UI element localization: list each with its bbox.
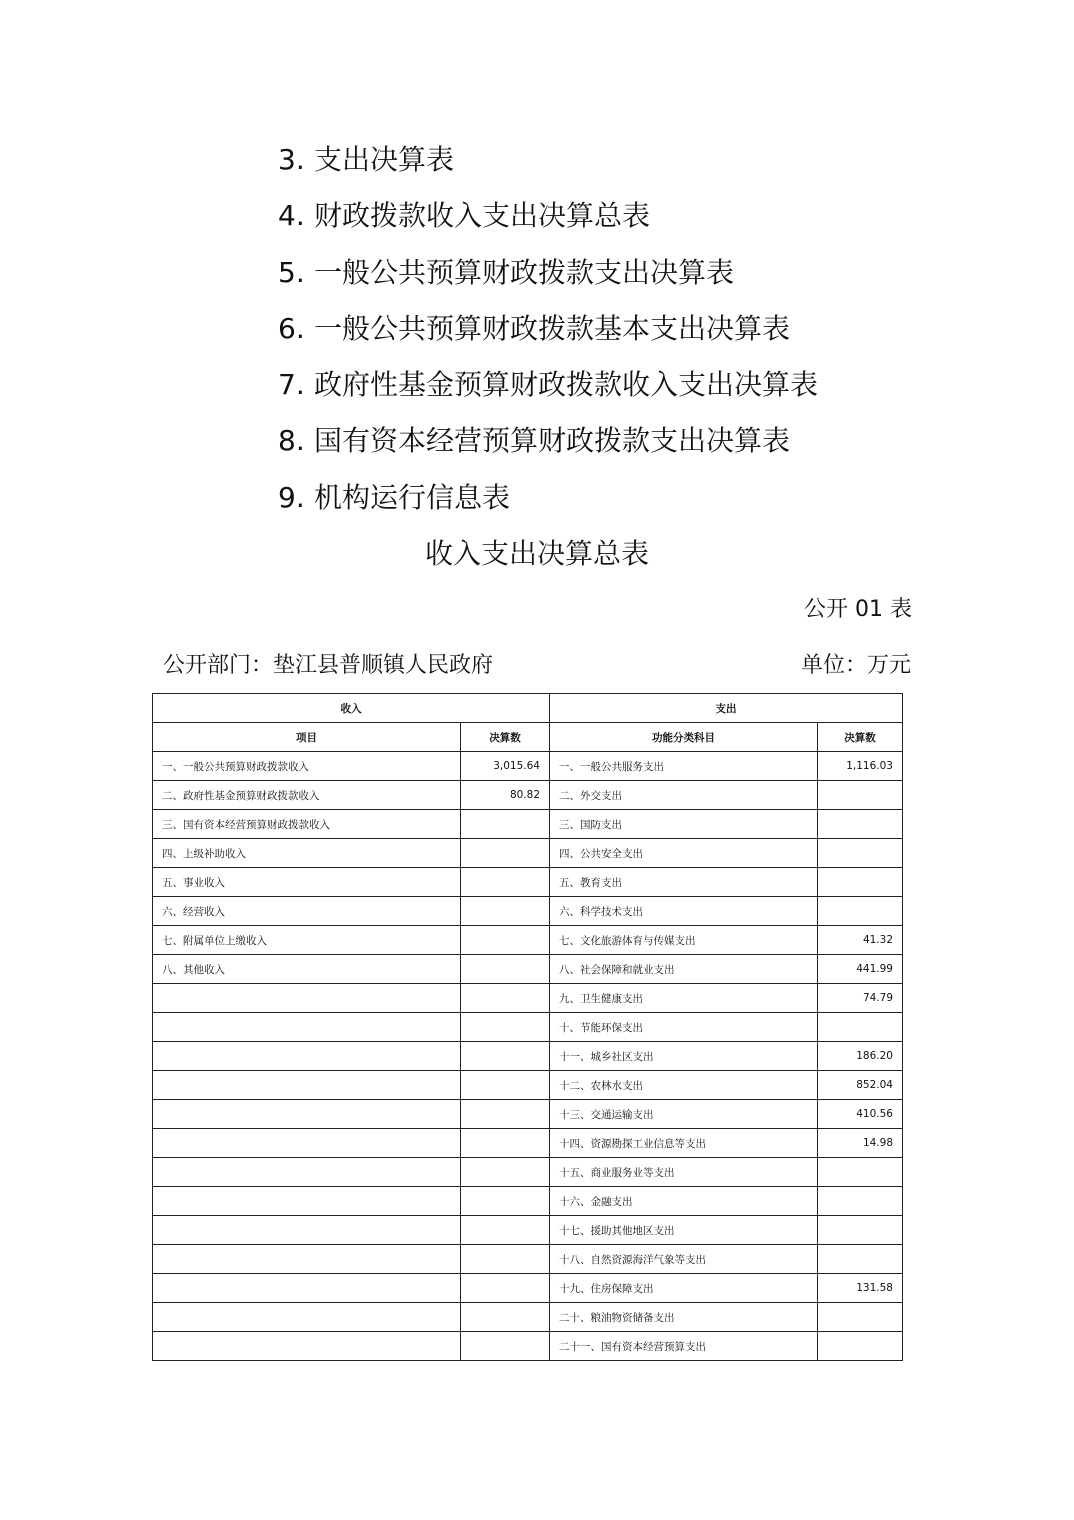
expense-item-cell: 五、教育支出 <box>550 868 818 897</box>
income-item-cell: 一、一般公共预算财政拨款收入 <box>153 752 461 781</box>
toc-number: 5. <box>278 255 305 289</box>
income-amount-cell: 3,015.64 <box>461 752 550 781</box>
col-amount2-header: 决算数 <box>818 723 903 752</box>
table-row <box>153 926 903 955</box>
table-row <box>153 1216 903 1245</box>
table-row <box>153 752 903 781</box>
toc-number: 8. <box>278 424 305 458</box>
income-amount-cell <box>461 1042 550 1071</box>
table-row <box>153 1071 903 1100</box>
expense-amount-cell <box>818 868 903 897</box>
department-label: 公开部门：垫江县普顺镇人民政府 <box>163 653 494 678</box>
table-row <box>153 1332 903 1361</box>
toc-text: 政府性基金预算财政拨款收入支出决算表 <box>314 368 819 402</box>
toc-text: 一般公共预算财政拨款支出决算表 <box>314 255 735 289</box>
income-amount-cell <box>461 1071 550 1100</box>
income-item-cell: 四、上级补助收入 <box>153 839 461 868</box>
toc-number: 6. <box>278 311 305 345</box>
expense-item-cell: 十二、农林水支出 <box>550 1071 818 1100</box>
expense-item-cell: 八、社会保障和就业支出 <box>550 955 818 984</box>
expense-amount-cell: 852.04 <box>818 1071 903 1100</box>
expense-amount-cell: 1,116.03 <box>818 752 903 781</box>
income-amount-cell <box>461 1013 550 1042</box>
income-item-cell: 八、其他收入 <box>153 955 461 984</box>
toc-item <box>278 474 818 530</box>
table-row <box>153 810 903 839</box>
income-amount-cell <box>461 810 550 839</box>
expense-amount-cell <box>818 1187 903 1216</box>
expense-item-cell: 十八、自然资源海洋气象等支出 <box>550 1245 818 1274</box>
income-item-cell <box>153 1042 461 1071</box>
expense-amount-cell <box>818 781 903 810</box>
table-group-header <box>153 694 903 723</box>
toc-item <box>278 192 818 248</box>
income-item-cell <box>153 1216 461 1245</box>
table-row <box>153 955 903 984</box>
expense-amount-cell <box>818 810 903 839</box>
expense-amount-cell: 41.32 <box>818 926 903 955</box>
toc-text: 一般公共预算财政拨款基本支出决算表 <box>314 311 791 345</box>
expense-item-cell: 六、科学技术支出 <box>550 897 818 926</box>
toc-item <box>278 136 818 192</box>
col-func-header: 功能分类科目 <box>550 723 818 752</box>
expense-amount-cell: 410.56 <box>818 1100 903 1129</box>
expense-amount-cell: 441.99 <box>818 955 903 984</box>
table-row <box>153 868 903 897</box>
expense-item-cell: 十四、资源勘探工业信息等支出 <box>550 1129 818 1158</box>
toc-text: 国有资本经营预算财政拨款支出决算表 <box>314 424 791 458</box>
expense-item-cell: 十、节能环保支出 <box>550 1013 818 1042</box>
table-of-contents <box>278 136 818 530</box>
table-row <box>153 1129 903 1158</box>
expense-item-cell: 十五、商业服务业等支出 <box>550 1158 818 1187</box>
expense-amount-cell: 14.98 <box>818 1129 903 1158</box>
expense-item-cell: 二、外交支出 <box>550 781 818 810</box>
toc-text: 机构运行信息表 <box>314 480 511 514</box>
table-row <box>153 984 903 1013</box>
table-row <box>153 1245 903 1274</box>
table-row <box>153 1013 903 1042</box>
income-item-cell: 六、经营收入 <box>153 897 461 926</box>
income-expense-table <box>152 693 903 1361</box>
toc-item <box>278 249 818 305</box>
income-item-cell <box>153 1013 461 1042</box>
table-column-header <box>153 723 903 752</box>
income-amount-cell <box>461 1303 550 1332</box>
col-amount-header: 决算数 <box>461 723 550 752</box>
income-amount-cell <box>461 897 550 926</box>
expense-item-cell: 十七、援助其他地区支出 <box>550 1216 818 1245</box>
income-amount-cell <box>461 984 550 1013</box>
toc-item <box>278 417 818 473</box>
expense-amount-cell <box>818 897 903 926</box>
income-amount-cell <box>461 926 550 955</box>
table-row <box>153 839 903 868</box>
expense-item-cell: 十三、交通运输支出 <box>550 1100 818 1129</box>
income-item-cell <box>153 1303 461 1332</box>
income-item-cell <box>153 1129 461 1158</box>
income-item-cell <box>153 1274 461 1303</box>
table-row <box>153 1100 903 1129</box>
expense-item-cell: 二十、粮油物资储备支出 <box>550 1303 818 1332</box>
table-number: 公开 01 表 <box>804 597 912 622</box>
income-amount-cell <box>461 955 550 984</box>
income-amount-cell <box>461 868 550 897</box>
expense-amount-cell: 186.20 <box>818 1042 903 1071</box>
income-item-cell <box>153 1245 461 1274</box>
expense-amount-cell <box>818 1158 903 1187</box>
toc-text: 支出决算表 <box>314 143 455 176</box>
expense-item-cell: 九、卫生健康支出 <box>550 984 818 1013</box>
expense-item-cell: 三、国防支出 <box>550 810 818 839</box>
income-item-cell <box>153 1158 461 1187</box>
income-amount-cell <box>461 1129 550 1158</box>
table-row <box>153 1158 903 1187</box>
table-body <box>153 752 903 1361</box>
income-item-cell: 五、事业收入 <box>153 868 461 897</box>
expense-amount-cell: 131.58 <box>818 1274 903 1303</box>
expense-item-cell: 十九、住房保障支出 <box>550 1274 818 1303</box>
table-row <box>153 1303 903 1332</box>
toc-number: 9. <box>278 480 305 514</box>
income-item-cell: 三、国有资本经营预算财政拨款收入 <box>153 810 461 839</box>
toc-number: 3. <box>278 143 305 176</box>
unit-label: 单位：万元 <box>800 653 911 678</box>
expense-amount-cell: 74.79 <box>818 984 903 1013</box>
expense-amount-cell <box>818 1216 903 1245</box>
report-title: 收入支出决算总表 <box>424 537 649 570</box>
income-item-cell: 二、政府性基金预算财政拨款收入 <box>153 781 461 810</box>
toc-number: 4. <box>278 199 305 233</box>
toc-number: 7. <box>278 368 305 402</box>
expense-header: 支出 <box>550 694 903 723</box>
toc-item <box>278 361 818 417</box>
income-item-cell <box>153 984 461 1013</box>
income-amount-cell <box>461 839 550 868</box>
expense-item-cell: 四、公共安全支出 <box>550 839 818 868</box>
income-amount-cell <box>461 1245 550 1274</box>
expense-item-cell: 七、文化旅游体育与传媒支出 <box>550 926 818 955</box>
expense-amount-cell <box>818 1303 903 1332</box>
income-amount-cell <box>461 1332 550 1361</box>
expense-item-cell: 十六、金融支出 <box>550 1187 818 1216</box>
expense-amount-cell <box>818 839 903 868</box>
expense-item-cell: 一、一般公共服务支出 <box>550 752 818 781</box>
income-item-cell <box>153 1100 461 1129</box>
income-item-cell <box>153 1187 461 1216</box>
income-amount-cell: 80.82 <box>461 781 550 810</box>
col-item-header: 项目 <box>153 723 461 752</box>
income-header: 收入 <box>153 694 550 723</box>
table-row <box>153 1042 903 1071</box>
income-item-cell: 七、附属单位上缴收入 <box>153 926 461 955</box>
table-row <box>153 897 903 926</box>
income-amount-cell <box>461 1187 550 1216</box>
income-item-cell <box>153 1332 461 1361</box>
expense-item-cell: 二十一、国有资本经营预算支出 <box>550 1332 818 1361</box>
income-amount-cell <box>461 1158 550 1187</box>
income-amount-cell <box>461 1100 550 1129</box>
expense-amount-cell <box>818 1013 903 1042</box>
income-amount-cell <box>461 1274 550 1303</box>
expense-amount-cell <box>818 1332 903 1361</box>
income-amount-cell <box>461 1216 550 1245</box>
table-row <box>153 1187 903 1216</box>
table-row <box>153 781 903 810</box>
table-row <box>153 1274 903 1303</box>
expense-amount-cell <box>818 1245 903 1274</box>
toc-text: 财政拨款收入支出决算总表 <box>314 199 651 233</box>
expense-item-cell: 十一、城乡社区支出 <box>550 1042 818 1071</box>
income-item-cell <box>153 1071 461 1100</box>
toc-item <box>278 305 818 361</box>
